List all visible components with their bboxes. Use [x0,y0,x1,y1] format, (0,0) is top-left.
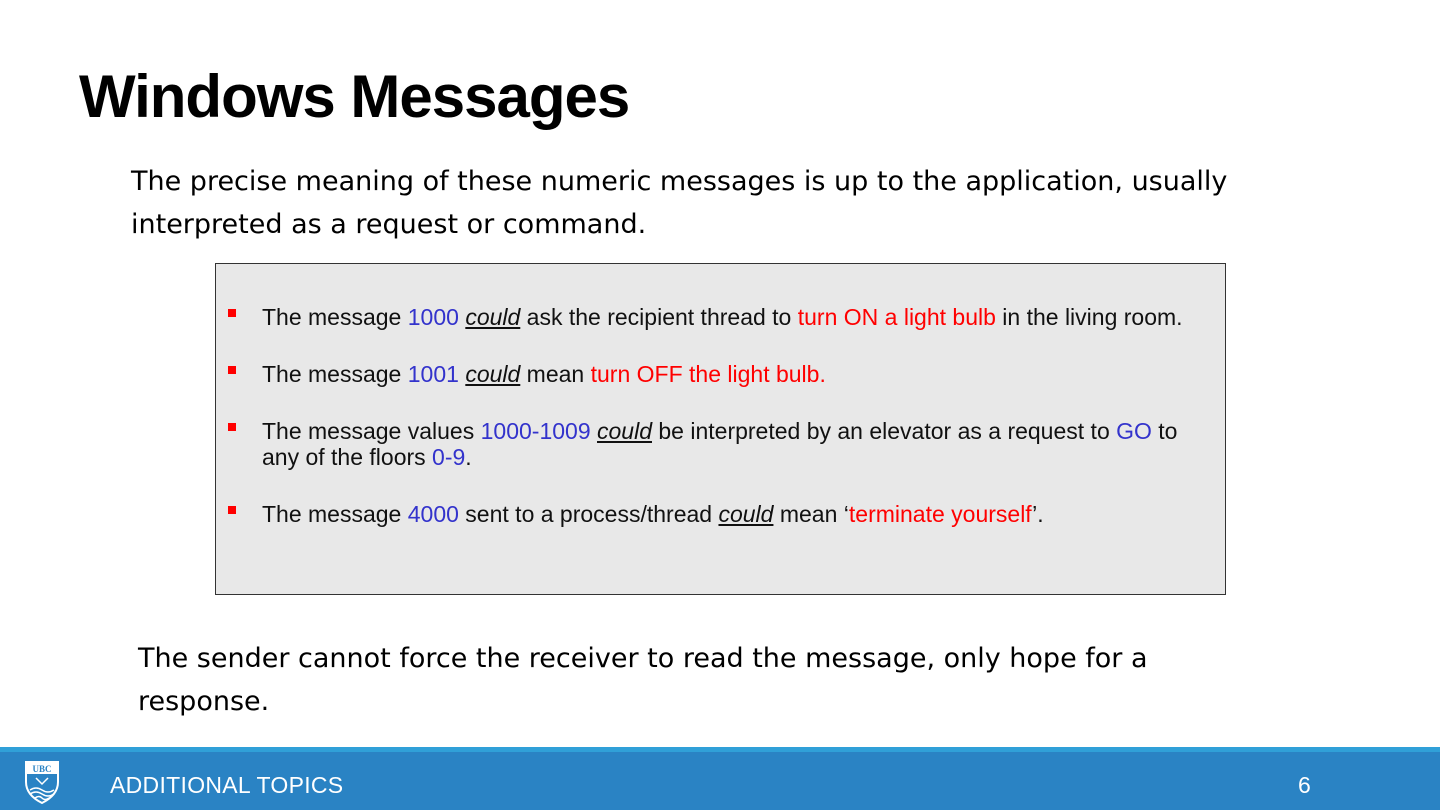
emphasis-could: could [718,501,774,527]
emphasis-could: could [597,418,652,444]
highlight-action: turn ON a light bulb [797,304,996,330]
svg-text:UBC: UBC [32,764,52,774]
highlight-action: terminate yourself [848,501,1033,527]
message-number: 1000-1009 [480,418,591,444]
message-number: 4000 [407,501,459,527]
ubc-crest-icon [24,760,60,804]
message-number: 1001 [407,361,459,387]
intro-paragraph: The precise meaning of these numeric messages is up to the application, usually interpreted as a request or command. [131,166,1228,240]
list-item: The message 1001 could mean turn OFF the light bulb. [228,361,1203,387]
bullet-square-icon [228,423,236,431]
highlight-go: GO [1116,418,1152,444]
message-examples-box [215,263,1226,595]
list-item: The message values 1000-1009 could be interpreted by an elevator as a request to GO to any of the floors 0-9. [228,418,1203,470]
page-number: 6 [1298,772,1311,798]
list-item: The message 1000 could ask the recipient thread to turn ON a light bulb in the living room. [228,304,1203,330]
highlight-action: turn OFF the light bulb. [590,361,826,387]
emphasis-could: could [465,304,521,330]
outro-paragraph: The sender cannot force the receiver to read the message, only hope for a response. [138,643,1148,717]
message-examples-list [228,304,1203,527]
bullet-square-icon [228,309,236,317]
list-item: The message 4000 sent to a process/thread could mean ‘terminate yourself’. [228,501,1203,527]
emphasis-could: could [465,361,521,387]
footer-section-title: ADDITIONAL TOPICS [110,772,344,798]
message-number: 1000 [407,304,459,330]
slide-title: Windows Messages [79,63,630,130]
bullet-square-icon [228,506,236,514]
slide-footer [0,752,1440,810]
bullet-square-icon [228,366,236,374]
floor-range: 0-9 [432,444,466,470]
